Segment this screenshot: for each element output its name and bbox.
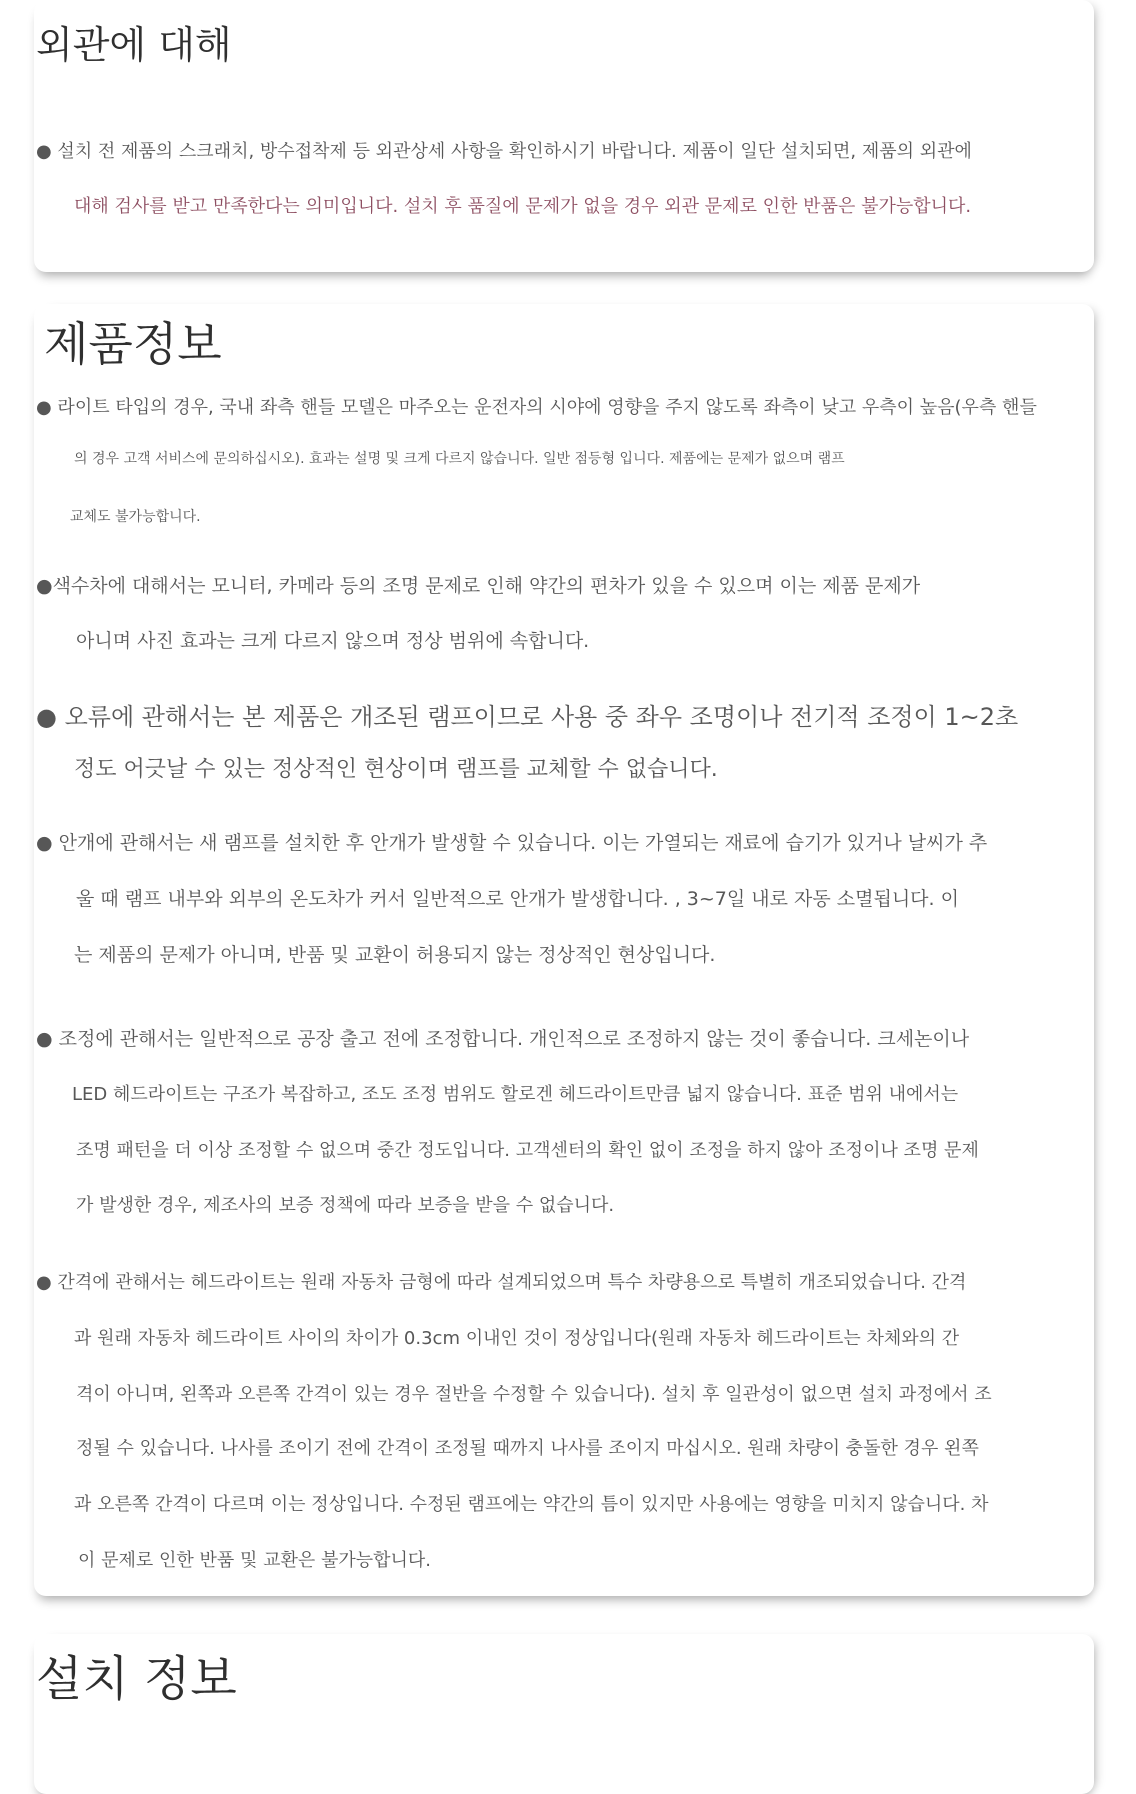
error-paragraph-line-1: ● 오류에 관해서는 본 제품은 개조된 램프이므로 사용 중 좌우 조명이나 전기적 조정이 1~2초 <box>36 703 1019 731</box>
fog-paragraph-line-3: 는 제품의 문제가 아니며, 반품 및 교환이 허용되지 않는 정상적인 현상입니다. <box>74 944 716 966</box>
appearance-section-title: 외관에 대해 <box>36 23 232 67</box>
light-type-paragraph-line-2: 의 경우 고객 서비스에 문의하십시오). 효과는 설명 및 크게 다르지 않습니다. 일반 점등형 입니다. 제품에는 문제가 없으며 램프 <box>74 451 845 467</box>
installation-info-section-title: 설치 정보 <box>36 1651 237 1707</box>
gap-paragraph-line-2: 과 원래 자동차 헤드라이트 사이의 차이가 0.3cm 이내인 것이 정상입니다(원래 자동차 헤드라이트는 차체와의 간 <box>74 1328 960 1349</box>
error-paragraph-line-2: 정도 어긋날 수 있는 정상적인 현상이며 램프를 교체할 수 없습니다. <box>74 757 718 782</box>
appearance-paragraph-line-1: ● 설치 전 제품의 스크래치, 방수접착제 등 외관상세 사항을 확인하시기 바랍니다. 제품이 일단 설치되면, 제품의 외관에 <box>36 141 972 162</box>
gap-paragraph-line-1: ● 간격에 관해서는 헤드라이트는 원래 자동차 금형에 따라 설계되었으며 특수 차량용으로 특별히 개조되었습니다. 간격 <box>36 1272 967 1293</box>
gap-paragraph-line-4: 정될 수 있습니다. 나사를 조이기 전에 간격이 조정될 때까지 나사를 조이지 마십시오. 원래 차량이 충돌한 경우 왼쪽 <box>76 1438 979 1459</box>
appearance-paragraph-line-2: 대해 검사를 받고 만족한다는 의미입니다. 설치 후 품질에 문제가 없을 경우 외관 문제로 인한 반품은 불가능합니다. <box>74 196 972 217</box>
adjustment-paragraph-line-3: 조명 패턴을 더 이상 조정할 수 없으며 중간 정도입니다. 고객센터의 확인 없이 조정을 하지 않아 조정이나 조명 문제 <box>76 1140 979 1161</box>
color-difference-paragraph-line-2: 아니며 사진 효과는 크게 다르지 않으며 정상 범위에 속합니다. <box>76 630 590 652</box>
product-info-section-title: 제품정보 <box>44 317 222 371</box>
fog-paragraph-line-1: ● 안개에 관해서는 새 램프를 설치한 후 안개가 발생할 수 있습니다. 이는 가열되는 재료에 습기가 있거나 날씨가 추 <box>36 832 988 854</box>
adjustment-paragraph-line-2: LED 헤드라이트는 구조가 복잡하고, 조도 조정 범위도 할로겐 헤드라이트만큼 넓지 않습니다. 표준 범위 내에서는 <box>72 1084 959 1105</box>
gap-paragraph-line-6: 이 문제로 인한 반품 및 교환은 불가능합니다. <box>78 1550 432 1571</box>
adjustment-paragraph-line-4: 가 발생한 경우, 제조사의 보증 정책에 따라 보증을 받을 수 없습니다. <box>76 1195 615 1216</box>
gap-paragraph-line-5: 과 오른쪽 간격이 다르며 이는 정상입니다. 수정된 램프에는 약간의 틈이 있지만 사용에는 영향을 미치지 않습니다. 차 <box>74 1494 989 1515</box>
color-difference-paragraph-line-1: ●색수차에 대해서는 모니터, 카메라 등의 조명 문제로 인해 약간의 편차가 있을 수 있으며 이는 제품 문제가 <box>36 575 921 597</box>
adjustment-paragraph-line-1: ● 조정에 관해서는 일반적으로 공장 출고 전에 조정합니다. 개인적으로 조정하지 않는 것이 좋습니다. 크세논이나 <box>36 1028 970 1050</box>
fog-paragraph-line-2: 울 때 램프 내부와 외부의 온도차가 커서 일반적으로 안개가 발생합니다. , 3~7일 내로 자동 소멸됩니다. 이 <box>76 888 959 910</box>
gap-paragraph-line-3: 격이 아니며, 왼쪽과 오른쪽 간격이 있는 경우 절반을 수정할 수 있습니다). 설치 후 일관성이 없으면 설치 과정에서 조 <box>76 1384 992 1405</box>
light-type-paragraph-line-3: 교체도 불가능합니다. <box>70 509 201 525</box>
light-type-paragraph-line-1: ● 라이트 타입의 경우, 국내 좌측 핸들 모델은 마주오는 운전자의 시야에 영향을 주지 않도록 좌측이 낮고 우측이 높음(우측 핸들 <box>36 397 1037 418</box>
